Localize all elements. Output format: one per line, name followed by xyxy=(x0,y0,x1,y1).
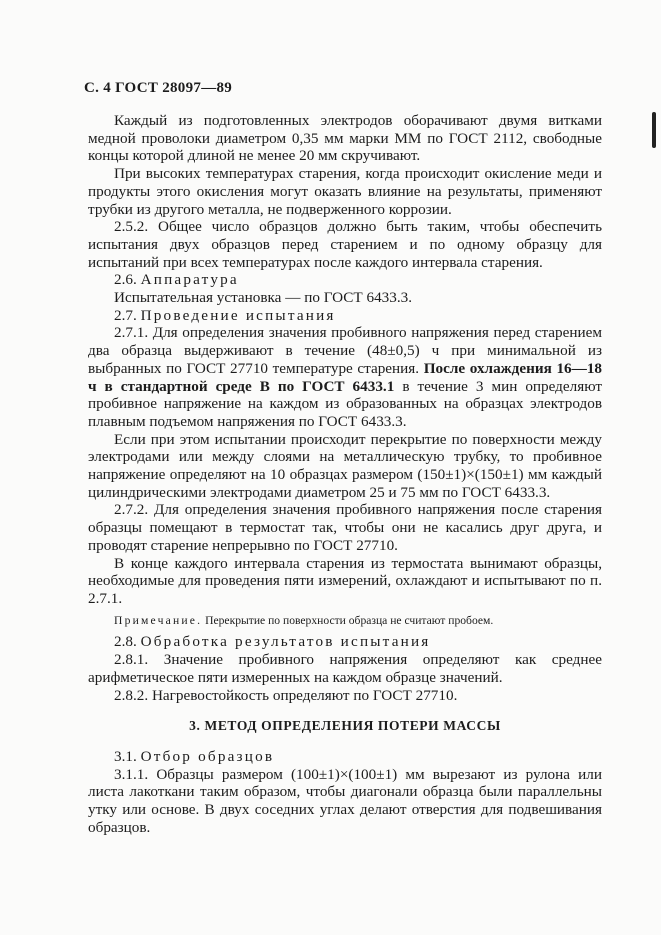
heading-3-1-number: 3.1. xyxy=(114,747,137,765)
heading-3-1 xyxy=(88,748,602,766)
heading-2-6-title: Аппаратура xyxy=(140,271,239,289)
heading-2-7-title: Проведение испытания xyxy=(140,306,336,324)
heading-2-6 xyxy=(88,271,602,289)
paragraph-2-8-2: 2.8.2. Нагревостойкость определяют по ГОСТ 27710. xyxy=(114,686,458,704)
heading-2-7-number: 2.7. xyxy=(114,306,137,324)
paragraph-2-8-1: 2.8.1. Значение пробивного напряжения определяют как среднее арифметическое пяти измеренных на каждом образце значений. xyxy=(88,651,602,686)
paragraph-surface-flashover: Если при этом испытании происходит перекрытие по поверхности между электродами или между слоями на металлическую трубку, то пробивное напряжение определяют на 10 образцах размером (150±1)×(150±1) мм каждый цилиндрическими электродами диаметром 25 и 75 мм по ГОСТ 6433.3. xyxy=(88,430,602,501)
heading-3-1-title: Отбор образцов xyxy=(140,747,275,765)
paragraph-aging-interval: В конце каждого интервала старения из термостата вынимают образцы, необходимые для проведения пяти измерений, охлаждают и испытывают по п. 2.7.1. xyxy=(88,554,602,607)
scan-edge-mark xyxy=(652,112,656,148)
note-label: Примечание. xyxy=(114,613,203,627)
paragraph-test-setup: Испытательная установка — по ГОСТ 6433.3. xyxy=(114,289,413,307)
heading-2-8 xyxy=(88,633,602,651)
paragraph-2-7-1-part-a: 2.7.1. Для определения значения пробивного напряжения перед старением два образца выдерживают в течение (48±0,5) ч при минимальной из выбранных по ГОСТ 27710 температуре старения. xyxy=(88,324,602,377)
paragraph-2-7-1-part-b: После охлаждения 16—18 ч в стандартной среде В по ГОСТ 6433.1 xyxy=(88,359,603,395)
paragraph-3-1-1: 3.1.1. Образцы размером (100±1)×(100±1) мм вырезают из рулона или листа лакоткани таким образом, чтобы диагонали образца были параллельны утку или основе. В двух соседних углах делают отверстия для подвешивания образцов. xyxy=(88,765,602,836)
document-body xyxy=(88,112,602,836)
page-header: С. 4 ГОСТ 28097—89 xyxy=(84,80,233,96)
heading-2-8-number: 2.8. xyxy=(114,633,137,651)
heading-2-7 xyxy=(88,307,602,325)
heading-2-6-number: 2.6. xyxy=(114,271,137,289)
paragraph-2-5-2: 2.5.2. Общее число образцов должно быть таким, чтобы обеспечить испытания двух образцов перед старением и по одному образцу для испытаний при всех температурах после каждого интервала старения. xyxy=(88,218,602,271)
heading-2-8-title: Обработка результатов испытания xyxy=(140,633,431,651)
paragraph-2-7-2: 2.7.2. Для определения значения пробивного напряжения после старения образцы помещают в термостат так, чтобы они не касались друг друга, и проводят старение непрерывно по ГОСТ 27710. xyxy=(88,501,602,554)
paragraph-2-7-1 xyxy=(88,324,602,430)
paragraph-high-temperature: При высоких температурах старения, когда происходит окисление меди и продукты этого окисления могут оказать влияние на результаты, применяют трубки из другого металла, не подверженного коррозии. xyxy=(88,165,602,218)
paragraph-2-7-1-part-c: в течение 3 мин определяют пробивное напряжение на каждом из образованных на образцах электродов плавным подъемом напряжения по ГОСТ 6433.3. xyxy=(88,377,602,430)
note xyxy=(88,608,602,634)
section-3-title: 3. МЕТОД ОПРЕДЕЛЕНИЯ ПОТЕРИ МАССЫ xyxy=(189,718,501,734)
paragraph-electrode-wrapping: Каждый из подготовленных электродов оборачивают двумя витками медной проволоки диаметром 0,35 мм марки ММ по ГОСТ 2112, свободные концы которой длиной не менее 20 мм скручивают. xyxy=(88,112,602,165)
note-text: Перекрытие по поверхности образца не считают пробоем. xyxy=(205,613,494,627)
